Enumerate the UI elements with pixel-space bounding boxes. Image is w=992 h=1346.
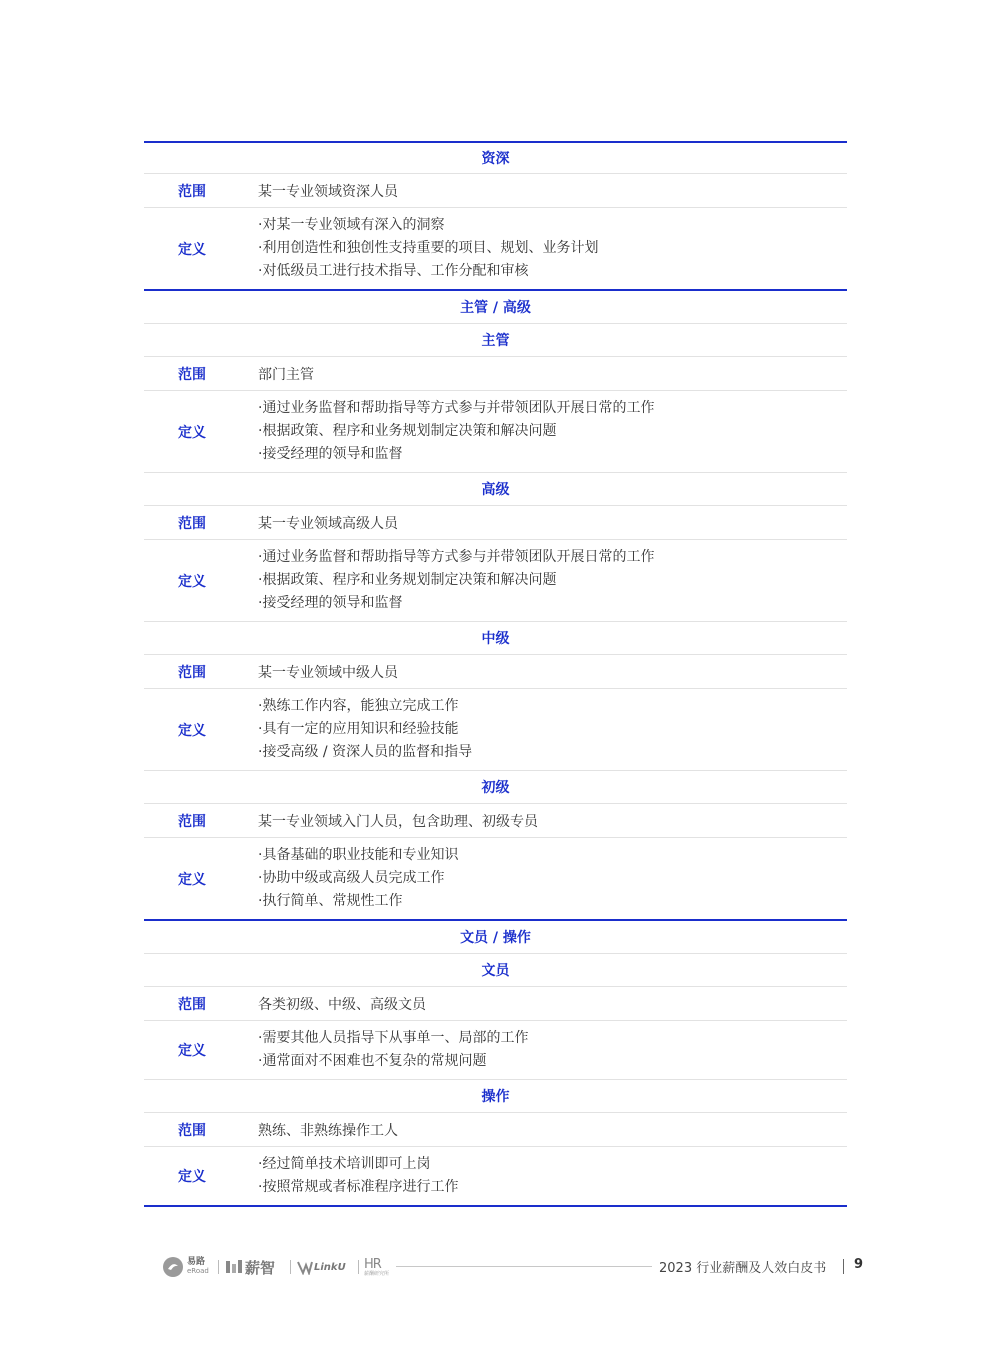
section-header-intermediate: 中级 xyxy=(144,622,847,655)
definition-item: ·对低级员工进行技术指导、工作分配和审核 xyxy=(258,263,529,279)
definition-label: 定义 xyxy=(178,424,206,441)
definition-item: ·接受经理的领导和监督 xyxy=(258,446,403,462)
definition-item: ·通常面对不困难也不复杂的常规问题 xyxy=(258,1053,487,1069)
definition-row-operator xyxy=(144,1147,847,1207)
definition-item: ·执行简单、常规性工作 xyxy=(258,893,403,909)
definition-item: ·利用创造性和独创性支持重要的项目、规划、业务计划 xyxy=(258,240,599,256)
definition-item: ·熟练工作内容，能独立完成工作 xyxy=(258,698,459,714)
definition-label: 定义 xyxy=(178,241,206,258)
definition-item: ·具有一定的应用知识和经验技能 xyxy=(258,721,459,737)
scope-value: 某一专业领域资深人员 xyxy=(258,183,398,200)
definition-list xyxy=(240,546,847,615)
definition-label: 定义 xyxy=(178,871,206,888)
group-header-supervisor-advanced: 主管 / 高级 xyxy=(144,291,847,324)
linku-logo xyxy=(297,1255,346,1279)
definition-item: ·接受高级 / 资深人员的监督和指导 xyxy=(258,744,473,760)
section-header-clerk: 文员 xyxy=(144,954,847,987)
definition-row-junior xyxy=(144,838,847,921)
scope-label: 范围 xyxy=(178,366,206,383)
scope-value: 某一专业领域高级人员 xyxy=(258,515,398,532)
section-header-advanced: 高级 xyxy=(144,473,847,506)
definition-item: ·按照常规或者标准程序进行工作 xyxy=(258,1179,459,1195)
hr-logo xyxy=(364,1255,389,1279)
linku-logo-name: LinkU xyxy=(314,1261,346,1273)
definition-item: ·协助中级或高级人员完成工作 xyxy=(258,870,445,886)
scope-label: 范围 xyxy=(178,664,206,681)
definition-row-clerk xyxy=(144,1021,847,1080)
eroad-logo xyxy=(162,1255,209,1279)
definition-row-senior xyxy=(144,208,847,291)
scope-row-senior xyxy=(144,174,847,208)
scope-value: 部门主管 xyxy=(258,366,314,383)
scope-row-clerk xyxy=(144,987,847,1021)
eroad-icon xyxy=(162,1256,184,1278)
definition-item: ·通过业务监督和帮助指导等方式参与并带领团队开展日常的工作 xyxy=(258,549,655,565)
footer-divider xyxy=(843,1259,844,1274)
logo-separator xyxy=(358,1260,359,1274)
job-level-table xyxy=(144,141,847,1207)
page-footer xyxy=(162,1255,864,1279)
definition-list xyxy=(240,1027,847,1073)
section-header-senior: 资深 xyxy=(144,141,847,174)
definition-item: ·经过简单技术培训即可上岗 xyxy=(258,1156,431,1172)
scope-value: 各类初级、中级、高级文员 xyxy=(258,996,426,1013)
group-header-clerk-operator: 文员 / 操作 xyxy=(144,921,847,954)
logo-separator xyxy=(218,1260,219,1274)
definition-item: ·接受经理的领导和监督 xyxy=(258,595,403,611)
scope-label: 范围 xyxy=(178,996,206,1013)
logo-separator xyxy=(290,1260,291,1274)
scope-value: 熟练、非熟练操作工人 xyxy=(258,1122,398,1139)
definition-row-supervisor xyxy=(144,391,847,473)
footer-document-title: 2023 行业薪酬及人效白皮书 xyxy=(659,1261,827,1276)
definition-label: 定义 xyxy=(178,573,206,590)
definition-item: ·具备基础的职业技能和专业知识 xyxy=(258,847,459,863)
scope-label: 范围 xyxy=(178,515,206,532)
section-header-junior: 初级 xyxy=(144,771,847,804)
definition-list xyxy=(240,695,847,764)
scope-row-advanced xyxy=(144,506,847,540)
scope-label: 范围 xyxy=(178,813,206,830)
definition-label: 定义 xyxy=(178,722,206,739)
definition-list xyxy=(240,844,847,913)
definition-item: ·通过业务监督和帮助指导等方式参与并带领团队开展日常的工作 xyxy=(258,400,655,416)
definition-label: 定义 xyxy=(178,1169,206,1185)
definition-list xyxy=(240,397,847,466)
definition-item: ·需要其他人员指导下从事单一、局部的工作 xyxy=(258,1030,529,1046)
linku-icon xyxy=(297,1259,313,1275)
scope-row-operator xyxy=(144,1113,847,1147)
definition-list xyxy=(240,1153,847,1199)
scope-row-intermediate xyxy=(144,655,847,689)
hr-logo-sub: 薪酬研究所 xyxy=(364,1270,390,1277)
eroad-logo-sub: eRoad xyxy=(187,1267,209,1275)
scope-value: 某一专业领域入门人员，包含助理、初级专员 xyxy=(258,813,538,830)
xinzhi-logo-name: 薪智 xyxy=(245,1258,276,1277)
definition-list xyxy=(240,214,847,283)
scope-row-junior xyxy=(144,804,847,838)
scope-label: 范围 xyxy=(178,1122,206,1139)
definition-item: ·根据政策、程序和业务规划制定决策和解决问题 xyxy=(258,423,557,439)
section-header-supervisor: 主管 xyxy=(144,324,847,357)
definition-label: 定义 xyxy=(178,1043,206,1059)
section-header-operator: 操作 xyxy=(144,1080,847,1113)
xinzhi-icon xyxy=(225,1259,243,1275)
scope-value: 某一专业领域中级人员 xyxy=(258,664,398,681)
hr-logo-name: HR xyxy=(364,1256,381,1272)
page-number: 9 xyxy=(854,1257,864,1272)
definition-item: ·根据政策、程序和业务规划制定决策和解决问题 xyxy=(258,572,557,588)
definition-row-intermediate xyxy=(144,689,847,771)
xinzhi-logo xyxy=(225,1255,275,1279)
scope-label: 范围 xyxy=(178,183,206,200)
eroad-logo-name: 易路 xyxy=(187,1257,206,1267)
definition-row-advanced xyxy=(144,540,847,622)
footer-rule xyxy=(396,1266,652,1267)
scope-row-supervisor xyxy=(144,357,847,391)
definition-item: ·对某一专业领域有深入的洞察 xyxy=(258,217,445,233)
